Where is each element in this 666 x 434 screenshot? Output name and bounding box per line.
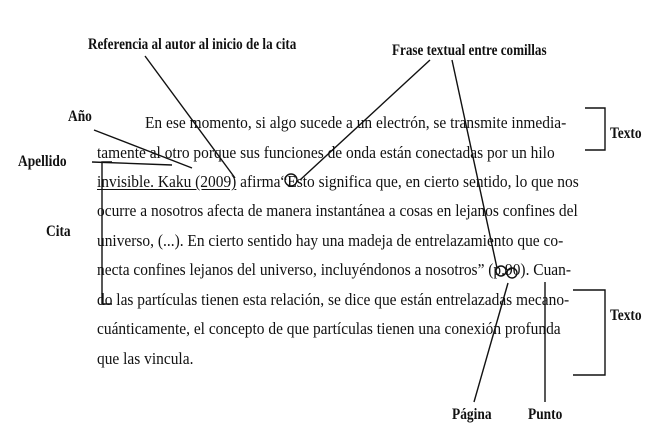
text-bottom-label: Texto	[610, 307, 642, 324]
verb-text: afirma	[236, 172, 281, 191]
page-label: Página	[452, 406, 492, 423]
quote-start-text: Esto significa que, en cierto sentido, lo que nos	[287, 172, 579, 191]
paragraph-line-3	[97, 172, 579, 192]
reference-label: Referencia al autor al inicio de la cita	[88, 36, 297, 53]
page-reference-text: (p.90). Cuan-	[484, 260, 572, 279]
text-top-label: Texto	[610, 125, 642, 142]
quote-phrase-label: Frase textual entre comillas	[392, 42, 547, 59]
year-label: Año	[68, 108, 92, 125]
paragraph-line-1: En ese momento, si algo sucede a un electrón, se transmite inmedia-	[145, 113, 567, 132]
author-year-reference: invisible. Kaku (2009)	[97, 172, 237, 191]
paragraph-line-8: cuánticamente, el concepto de que partículas tienen una conexión profunda	[97, 319, 561, 338]
surname-label: Apellido	[18, 153, 67, 170]
citation-label: Cita	[46, 223, 71, 240]
period-label: Punto	[528, 406, 563, 423]
text-top-bracket	[585, 108, 605, 150]
text-bottom-bracket	[573, 290, 605, 375]
paragraph-line-7: do las partículas tienen esta relación, se dice que están entrelazadas mecano-	[97, 290, 570, 309]
opening-quote: “	[280, 172, 288, 191]
paragraph-line-9: que las vincula.	[97, 349, 194, 368]
closing-quote: ”	[477, 260, 485, 279]
quote-end-text: necta confines lejanos del universo, incluyéndonos a nosotros	[97, 260, 478, 279]
paragraph-line-2: tamente al otro porque sus funciones de onda están conectadas por un hilo	[97, 143, 555, 162]
paragraph-line-6	[97, 260, 571, 280]
paragraph-line-5: universo, (...). En cierto sentido hay una madeja de entrelazamiento que co-	[97, 231, 564, 250]
paragraph-line-4: ocurre a nosotros afecta de manera instantánea a cosas en lejanos confines del	[97, 201, 578, 220]
